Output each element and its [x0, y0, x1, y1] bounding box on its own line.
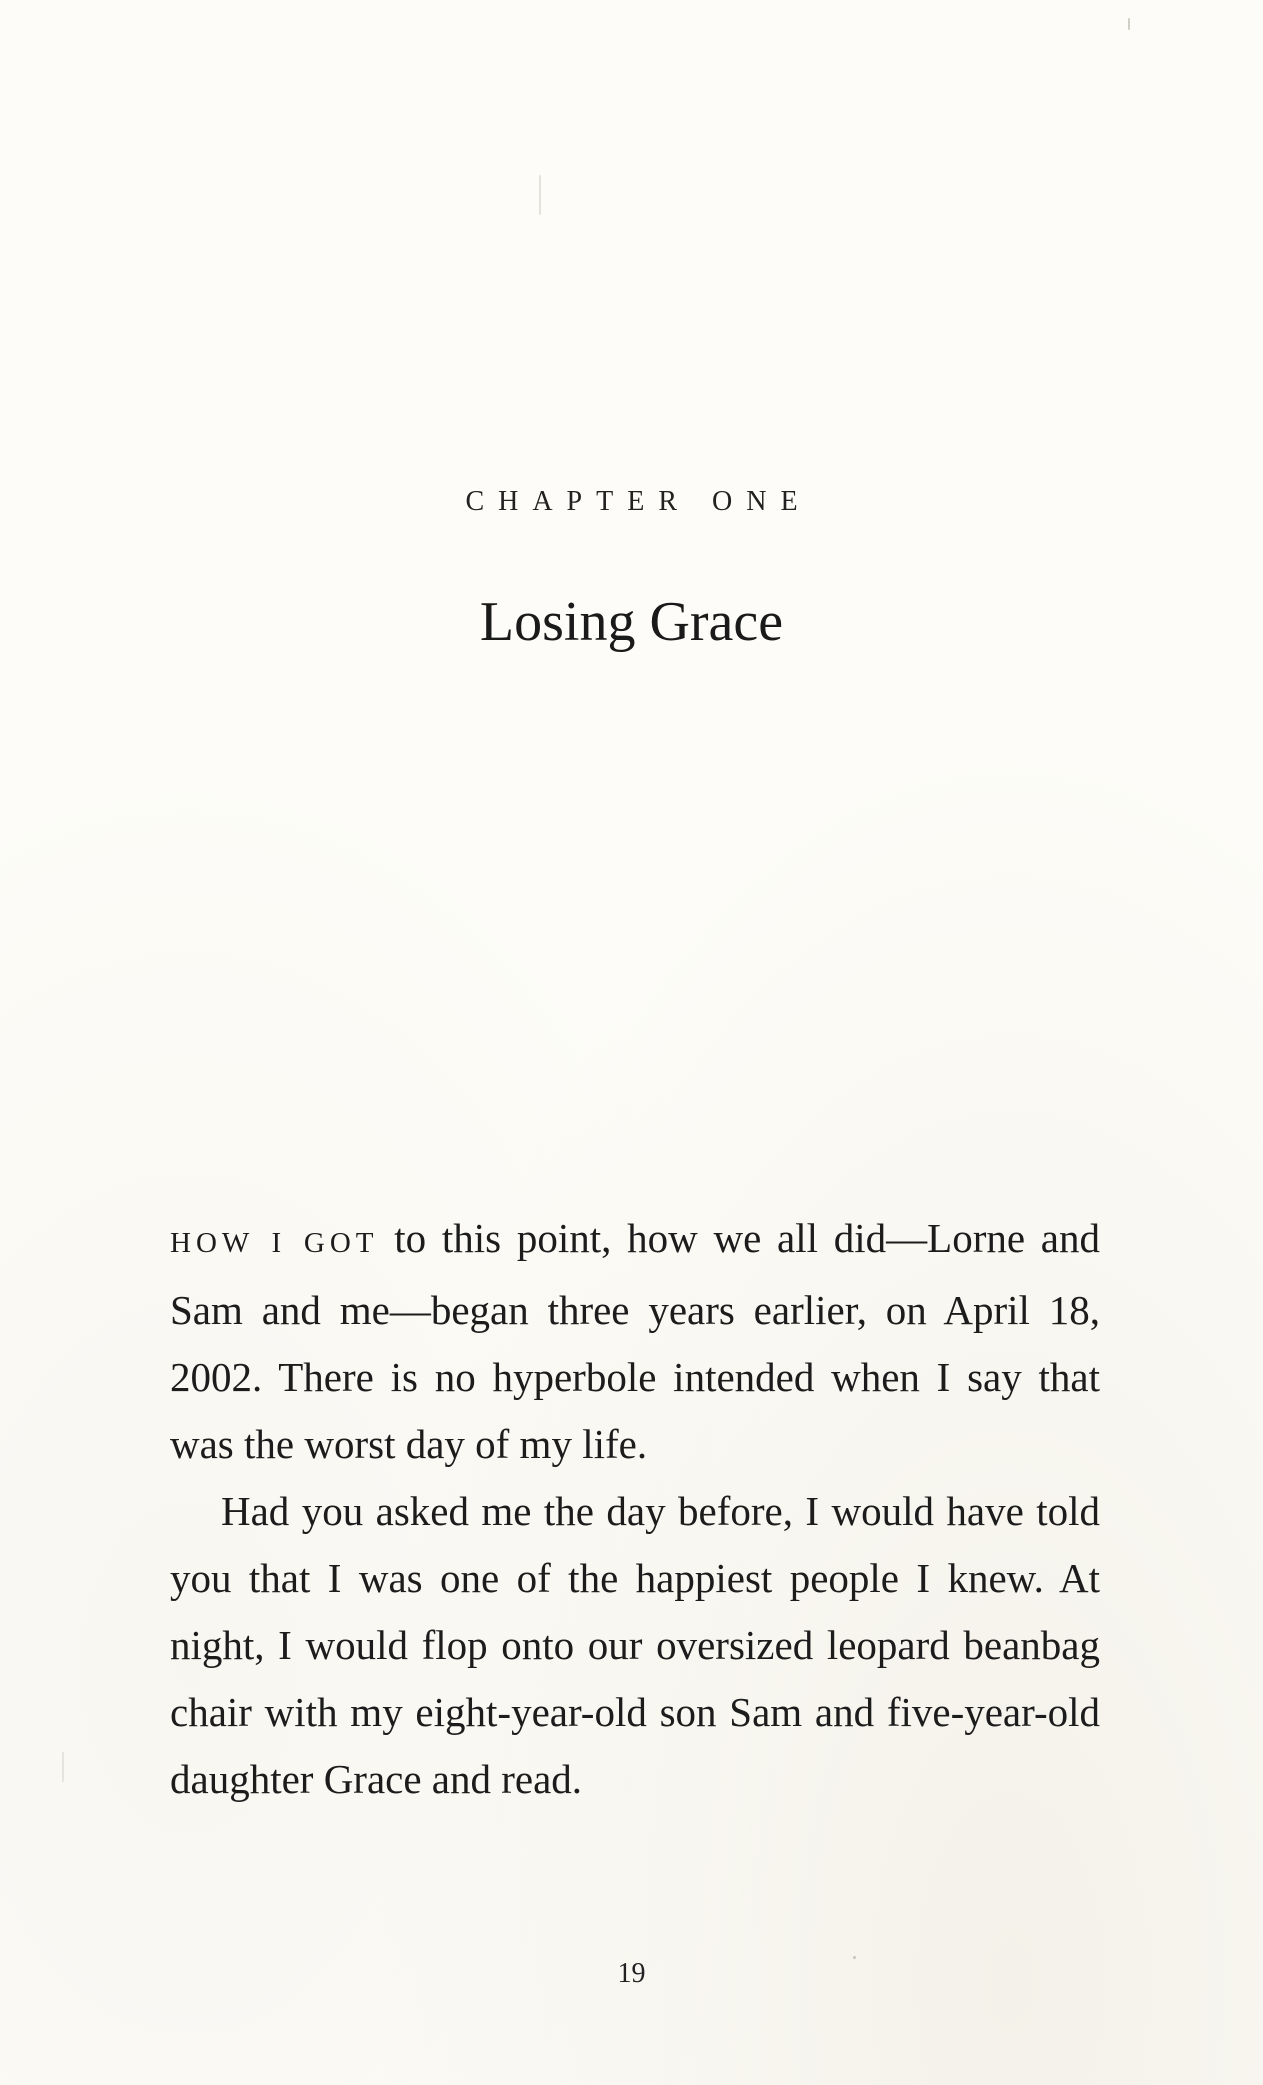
chapter-label: CHAPTER ONE [465, 486, 812, 517]
page-number: 19 [617, 1958, 646, 1989]
lead-in-smallcaps: HOW I GOT [170, 1227, 379, 1259]
body-text [170, 1205, 1100, 1813]
page-speck [539, 175, 541, 215]
paragraph-1-text: to this point, how we all did—Lorne and Sam and me—began three years earlier, on April 18, 2002. There is no hyperbole intended when I say that was the worst day of my life. [170, 1215, 1100, 1467]
paragraph-2: Had you asked me the day before, I would have told you that I was one of the happiest people I knew. At night, I would flop onto our oversized leopard beanbag chair with my eight-year-old son Sam and five-year-old daughter Grace and read. [170, 1488, 1100, 1802]
paragraph-1 [170, 1205, 1100, 1478]
page-speck [1128, 18, 1130, 30]
chapter-title: Losing Grace [479, 591, 784, 653]
page-speck [62, 1752, 64, 1782]
